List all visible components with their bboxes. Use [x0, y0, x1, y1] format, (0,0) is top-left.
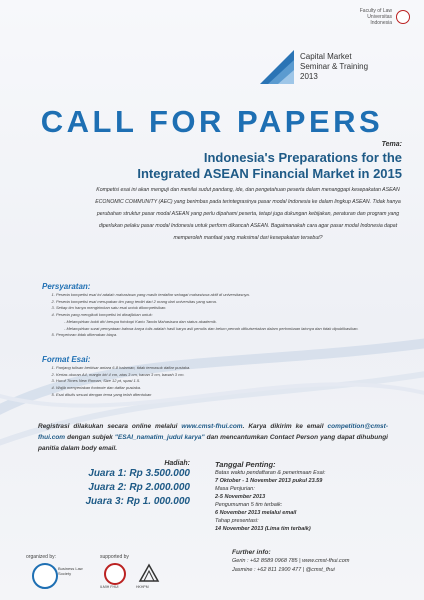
- list-item: 5. Penyetoran tidak dikenakan biaya.: [56, 332, 362, 339]
- date-value: 2-5 November 2013: [215, 494, 266, 500]
- list-item-text: Peserta yang mengikuti kompetisi ini diwajibkan untuk:: [56, 312, 153, 318]
- sub-list-item: - Melampirkan bukti diri berupa fotokopi Kartu Tanda Mahasiswa dan status akademik.: [64, 319, 362, 326]
- list-item: 3. Huruf Times New Roman, Size 12 pt, spasi 1.5.: [56, 378, 362, 385]
- reg-text: Registrasi dilakukan secara online melalui: [38, 423, 182, 430]
- triangle-logo-icon: [254, 44, 298, 88]
- date-label: Masa Penjurian:: [215, 486, 255, 492]
- list-item: 5. Esai ditulis sesuai dengan tema yang telah ditentukan: [56, 392, 362, 399]
- list-item: [56, 312, 362, 332]
- date-value: 7 Oktober - 1 November 2013 pukul 23.59: [215, 478, 323, 484]
- supported-label: supported by: [100, 554, 129, 560]
- date-value: 14 November 2013 (Lima tim terbaik): [215, 526, 311, 532]
- tema-label: Tema:: [381, 141, 402, 148]
- hkhpm-logo-icon: [138, 563, 160, 583]
- contact-line: Jasmine : +62 811 1900 477 | @cmst_fhui: [232, 567, 335, 573]
- format-heading: Format Esai:: [42, 355, 91, 364]
- supported-by: [100, 554, 129, 560]
- email-link[interactable]: competition@cmst-fhui.com: [38, 423, 388, 441]
- ilmih-logo-icon: [104, 563, 126, 585]
- further-label: Further info:: [232, 549, 271, 556]
- event-line1: Capital Market: [300, 52, 352, 61]
- ui-seal-icon: [396, 10, 410, 24]
- sup2-name: HKHPM: [136, 585, 149, 589]
- prize-heading: Hadiah:: [164, 460, 190, 467]
- list-item: 4. Wajib menyertakan footnote dan daftar pustaka.: [56, 385, 362, 392]
- event-year: 2013: [300, 72, 318, 81]
- list-item: 2. Peserta kompetisi esai merupakan tim yang terdiri dari 2 orang dari universitas yang sama.: [56, 299, 362, 306]
- further-info: [232, 548, 417, 575]
- date-label: Tahap presentasi:: [215, 518, 259, 524]
- registration-link[interactable]: www.cmst-fhui.com: [181, 423, 243, 430]
- sub-list-item: - Melampirkan surat pernyataan bahwa karya tulis adalah hasil karya asli penulis dan belum pernah diikutsertakan dalam perlombaan lainnya dan tidak dipublikasikan.: [64, 326, 362, 333]
- faculty-text: Faculty of Law Universitas Indonesia: [359, 8, 392, 26]
- faculty-logo: [350, 8, 410, 26]
- dates-heading: Tanggal Penting:: [215, 460, 276, 469]
- org-name: Business Law Society: [58, 566, 83, 576]
- page-title: CALL FOR PAPERS: [40, 104, 384, 139]
- event-name: [300, 52, 368, 82]
- date-label: Batas waktu pendaftaran & penerimaan Esai:: [215, 470, 326, 476]
- prize-item: Juara 3: Rp 1. 000.000: [85, 496, 190, 507]
- prize-section: [85, 460, 190, 509]
- organized-label: organized by:: [26, 554, 57, 560]
- bls-logo-icon: [32, 563, 58, 589]
- theme-title: [22, 150, 402, 182]
- list-item: 1. Panjang tulisan berkisar antara 6-8 halaman, tidak termasuk daftar pustaka.: [56, 365, 362, 372]
- organized-by: [26, 554, 56, 560]
- date-label: Pengumuman 5 tim terbaik:: [215, 502, 283, 508]
- list-item: 1. Peserta kompetisi esai ini adalah mahasiswa yang masih terdaftar sebagai mahasiswa aktif di universitasnya.: [56, 292, 362, 299]
- prize-item: Juara 1: Rp 3.500.000: [88, 468, 190, 479]
- persyaratan-section: [42, 282, 362, 339]
- list-item: 3. Setiap tim hanya mengirimkan satu esai untuk dikompetisikan.: [56, 305, 362, 312]
- reg-text: . Karya dikirim ke email: [242, 423, 328, 430]
- event-line2: Seminar & Training: [300, 62, 369, 71]
- list-item: 2. Kertas ukuran A4, margin kiri 4 cm, atas 3 cm, kanan 3 cm, bawah 3 cm.: [56, 372, 362, 379]
- registration-paragraph: [38, 421, 388, 454]
- contact-line: Gerin : +62 8589 0968 785 | www.cmst-fhui.com: [232, 558, 350, 564]
- format-section: [42, 355, 362, 399]
- date-value: 6 November 2013 melalui email: [215, 510, 297, 516]
- persyaratan-heading: Persyaratan:: [42, 282, 91, 291]
- reg-text: dengan subjek: [65, 434, 115, 441]
- email-subject: "ESAI_namatim_judul karya": [114, 434, 205, 441]
- theme-line2: Integrated ASEAN Financial Market in 2015: [137, 166, 402, 181]
- reg-text: dan mencantumkan Contact Person yang dapat dihubungi panitia dalam body email.: [38, 434, 388, 452]
- prize-item: Juara 2: Rp 2.000.000: [88, 482, 190, 493]
- theme-line1: Indonesia's Preparations for the: [203, 150, 402, 165]
- intro-paragraph: Kompetisi esai ini akan menguji dan menilai sudut pandang, ide, dan pengetahuan peserta dalam menanggapi kesepakatan ASEAN ECONOMIC COMMUNITY (AEC) yang berimbas pada terintegrasinya pasar modal Indonesia ke dalam lingkup ASEAN. Tidak hanya perubahan struktur pasar modal ASEAN yang perlu dipahami peserta, tetapi juga dukungan kebijakan, peraturan dan program yang diperlukan pelaku pasar modal Indonesia untuk perform dikancah ASEAN. Bagaimanakah cara agar pasar modal Indonesia dapat memperoleh manfaat yang maksimal dari kesepakatan tersebut?: [95, 187, 401, 241]
- sup1-name: ILMIH FHUI: [100, 585, 119, 589]
- dates-section: [215, 460, 415, 533]
